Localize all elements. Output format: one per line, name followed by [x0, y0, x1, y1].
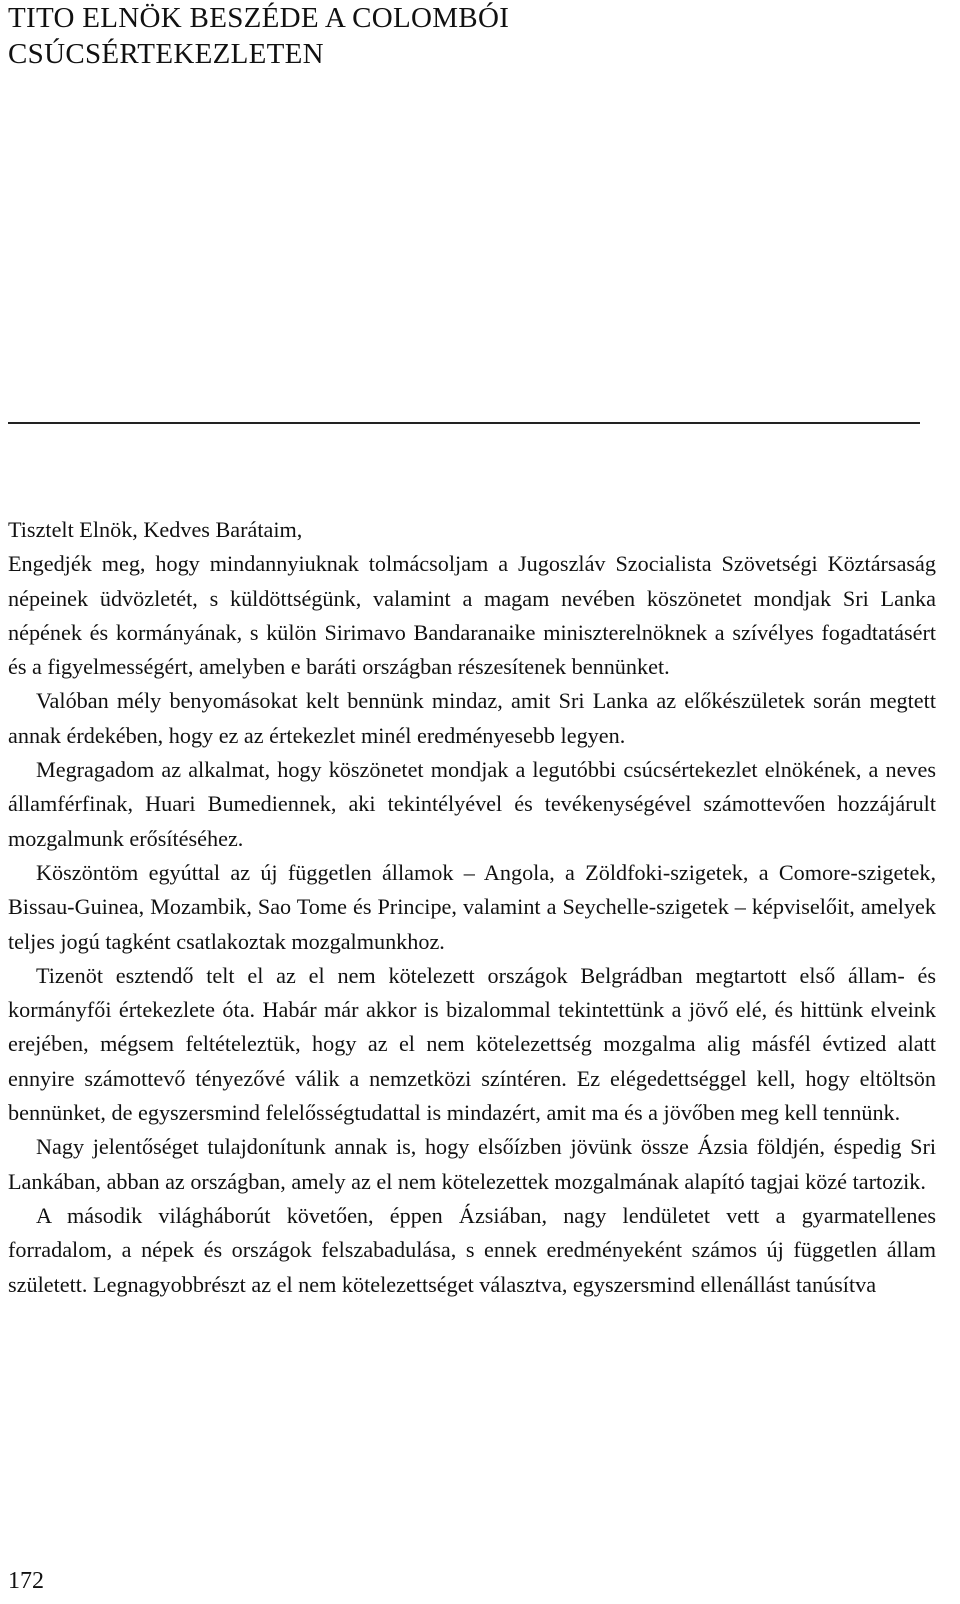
page-number: 172 [8, 1568, 44, 1594]
title-line-2: CSÚCSÉRTEKEZLETEN [8, 38, 324, 70]
paragraph-1: Engedjék meg, hogy mindannyiuknak tolmácsoljam a Jugoszláv Szocialista Szövetségi Köztársaság népeinek üdvözletét, s küldöttségünk, valamint a magam nevében köszönetet mondjak Sri Lanka népének és kormányának, s külön Sirimavo Bandaranaike miniszterelnöknek a szívélyes fogadtatásért és a figyelmességért, amelyben e baráti országban részesítenek bennünket. [8, 551, 936, 680]
horizontal-rule [8, 422, 920, 424]
paragraph-6: Nagy jelentőséget tulajdonítunk annak is, hogy elsőízben jövünk össze Ázsia földjén, éspedig Sri Lankában, abban az országban, amely az el nem kötelezettek mozgalmának alapító tagjai közé tartozik. [8, 1134, 936, 1194]
paragraph-4: Köszöntöm egyúttal az új független államok – Angola, a Zöldfoki-szigetek, a Comore-szigetek, Bissau-Guinea, Mozambik, Sao Tome és Principe, valamint a Seychelle-szigetek – képviselőit, amelyek teljes jogú tagként csatlakoztak mozgalmunkhoz. [8, 859, 936, 954]
paragraph-7: A második világháborút követően, éppen Ázsiában, nagy lendületet vett a gyarmatellenes forradalom, a népek és országok felszabadulása, s ennek eredményeként számos új független állam született. Legnagyobbrészt az el nem kötelezettséget választva, egyszersmind ellenállást tanúsítva [8, 1202, 936, 1297]
page-title [8, 0, 908, 72]
title-line-1: TITO ELNÖK BESZÉDE A COLOMBÓI [8, 2, 510, 34]
salutation: Tisztelt Elnök, Kedves Barátaim, [8, 517, 303, 542]
paragraph-3: Megragadom az alkalmat, hogy köszönetet mondjak a legutóbbi csúcsértekezlet elnökének, a neves államférfinak, Huari Bumediennek, aki tekintélyével és tevékenységével számottevően hozzájárult mozgalmunk erősítéséhez. [8, 757, 936, 851]
paragraph-5: Tizenöt esztendő telt el az el nem kötelezett országok Belgrádban megtartott első állam- és kormányfői értekezlete óta. Habár már akkor is bizalommal tekintettünk a jövő elé, és hittünk elveink erejében, mégsem feltételeztük, hogy az el nem kötelezettség mozgalma alig másfél évtized alatt ennyire számottevő tényezővé válik a nemzetközi színtéren. Ez elégedettséggel kell, hogy eltöltsön bennünket, de egyszersmind felelősségtudattal is mindazért, amit ma és a jövőben meg kell tennünk. [8, 962, 936, 1126]
paragraph-2: Valóban mély benyomásokat kelt bennünk mindaz, amit Sri Lanka az előkészületek során megtett annak érdekében, hogy ez az értekezlet minél eredményesebb legyen. [8, 688, 936, 748]
speech-body [8, 513, 936, 1302]
